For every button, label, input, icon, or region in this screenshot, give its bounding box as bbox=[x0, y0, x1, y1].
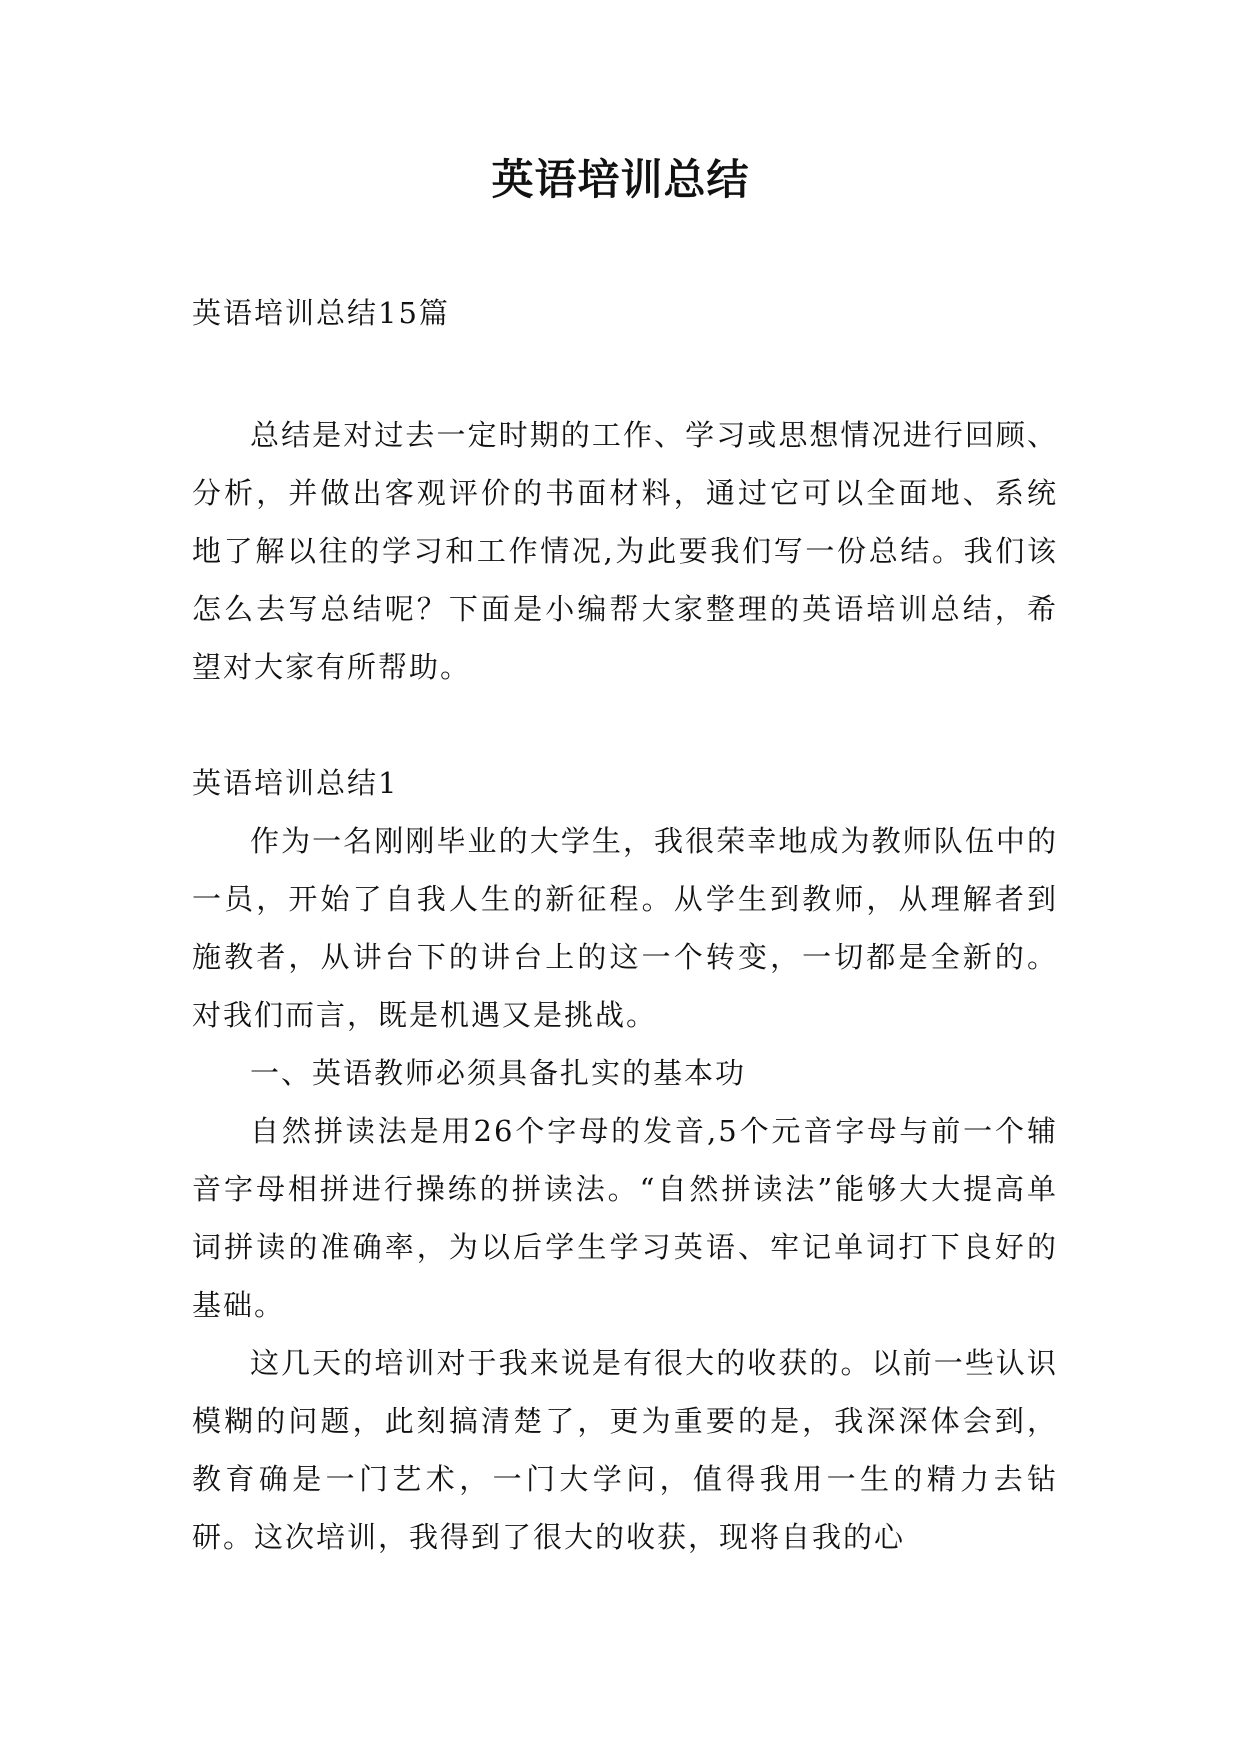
document-title: 英语培训总结 bbox=[491, 155, 750, 204]
section-heading: 英语培训总结1 bbox=[192, 766, 399, 800]
body-paragraph-1: 作为一名刚刚毕业的大学生，我很荣幸地成为教师队伍中的一员，开始了自我人生的新征程。从学生到教师，从理解者到施教者，从讲台下的讲台上的这一个转变，一切都是全新的。对我们而言，既是机遇又是挑战。 bbox=[192, 824, 1058, 1032]
body-heading-1: 一、英语教师必须具备扎实的基本功 bbox=[250, 1056, 747, 1090]
body-paragraph-3: 这几天的培训对于我来说是有很大的收获的。以前一些认识模糊的问题，此刻搞清楚了，更为重要的是，我深深体会到，教育确是一门艺术，一门大学问，值得我用一生的精力去钻研。这次培训，我得到了很大的收获，现将自我的心 bbox=[192, 1346, 1058, 1554]
document-subtitle: 英语培训总结15篇 bbox=[192, 296, 450, 330]
document-body bbox=[192, 284, 1058, 1566]
spacer bbox=[192, 696, 1058, 754]
body-paragraph-2: 自然拼读法是用26个字母的发音,5个元音字母与前一个辅音字母相拼进行操练的拼读法。“自然拼读法”能够大大提高单词拼读的准确率，为以后学生学习英语、牢记单词打下良好的基础。 bbox=[192, 1114, 1058, 1322]
intro-paragraph: 总结是对过去一定时期的工作、学习或思想情况进行回顾、分析，并做出客观评价的书面材料，通过它可以全面地、系统地了解以往的学习和工作情况,为此要我们写一份总结。我们该怎么去写总结呢？下面是小编帮大家整理的英语培训总结，希望对大家有所帮助。 bbox=[192, 418, 1058, 684]
spacer bbox=[192, 342, 1058, 406]
